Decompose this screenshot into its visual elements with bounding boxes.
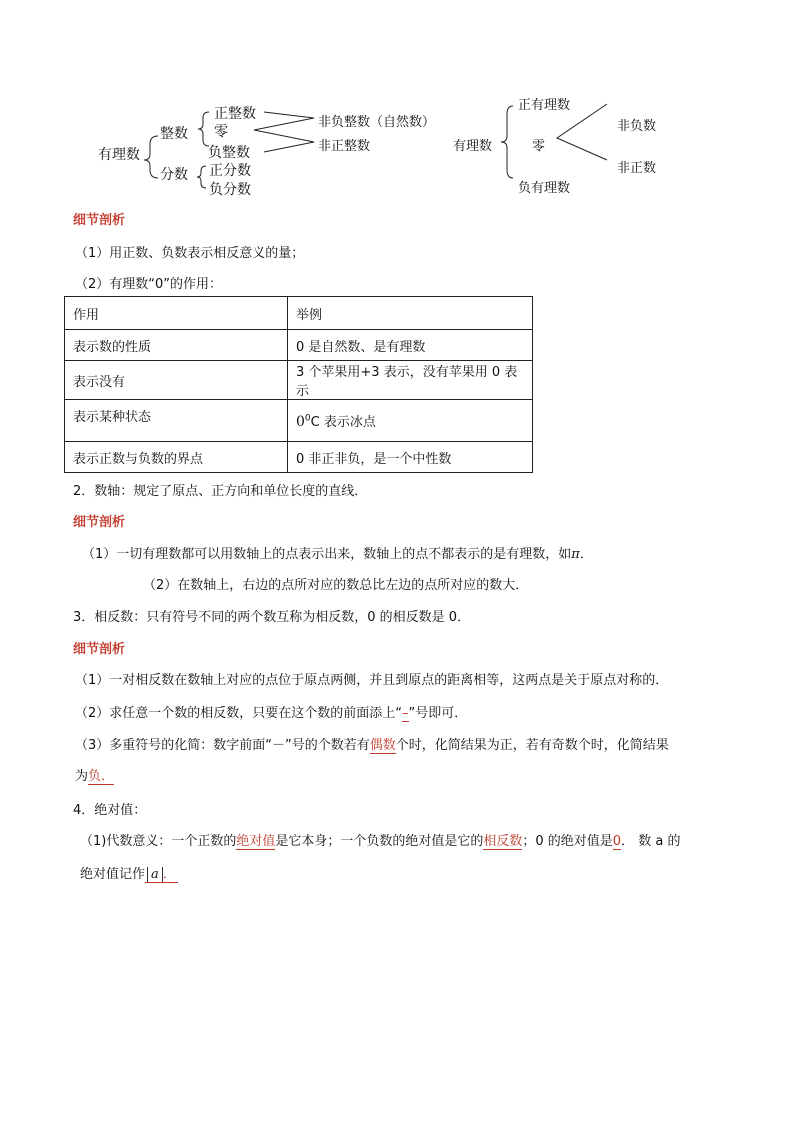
paragraph — [75, 734, 669, 753]
answer-period: ． — [162, 867, 176, 882]
table-header-row — [65, 297, 533, 330]
table-cell: 表示没有 — [65, 361, 288, 400]
diagram-nonneg: 非负数 — [617, 119, 657, 134]
paragraph: （1）用正数、负数表示相反意义的量； — [75, 246, 305, 261]
fraction-brace — [197, 166, 206, 188]
diagram-fraction: 分数 — [160, 167, 188, 183]
paragraph-text: ． 数 a 的 — [621, 834, 681, 849]
answer-negative: 负． — [88, 769, 115, 784]
answer-even: 偶数 — [369, 738, 396, 753]
paragraph-text: 为 — [75, 769, 89, 784]
paragraph — [75, 702, 467, 721]
paragraph: （1）一对相反数在数轴上对应的点位于原点两侧，并且到原点的距离相等，这两点是关于原点对称的． — [75, 673, 669, 688]
item-2-number-line: 2．数轴：规定了原点、正方向和单位长度的直线． — [73, 484, 368, 499]
table-cell: 0 非正非负，是一个中性数 — [288, 442, 533, 473]
section-heading: 细节剖析 — [73, 515, 126, 530]
item-3-opposites: 3．相反数：只有符号不同的两个数互称为相反数，0 的相反数是 0． — [73, 610, 471, 625]
item-4-absolute-value: 4．绝对值： — [73, 803, 147, 818]
paragraph-text: （2）求任意一个数的相反数，只要在这个数的前面添上“ — [75, 706, 403, 721]
paragraph-text: （1）一切有理数都可以用数轴上的点表示出来，数轴上的点不都表示的是有理数，如 — [82, 547, 572, 562]
table-cell: 0 是自然数、是有理数 — [288, 330, 533, 361]
section-heading: 细节剖析 — [73, 213, 126, 228]
diagram-integer: 整数 — [160, 126, 188, 142]
paragraph-text: ”号即可． — [408, 706, 468, 721]
paragraph-text: ；0 的绝对值是 — [522, 834, 613, 849]
paragraph — [75, 765, 114, 784]
diagram-neg-int: 负整数 — [208, 145, 250, 161]
table-cell: 表示数的性质 — [65, 330, 288, 361]
paragraph — [80, 830, 680, 849]
diagram-pos-rational: 正有理数 — [518, 98, 571, 113]
answer-zero: 0 — [612, 834, 622, 849]
table-row — [65, 330, 533, 361]
section-heading: 细节剖析 — [73, 642, 126, 657]
table-cell-sup: 0 — [304, 413, 311, 424]
paragraph-text: 绝对值记作 — [80, 867, 146, 882]
pi-symbol: π — [571, 547, 580, 562]
diagram-pos-frac: 正分数 — [209, 163, 251, 179]
answer-opposite: 相反数 — [483, 834, 523, 849]
classification-diagram-lines — [0, 0, 794, 210]
paragraph — [80, 863, 178, 882]
zero-role-table — [64, 296, 533, 473]
diagram-neg-rational: 负有理数 — [518, 181, 571, 196]
table-cell-freezing-point — [288, 400, 533, 442]
table-cell: 表示正数与负数的界点 — [65, 442, 288, 473]
answer-absolute-value: 绝对值 — [236, 834, 276, 849]
table-cell-rest: C 表示冰点 — [310, 415, 376, 430]
table-row — [65, 361, 533, 400]
variable-a: a — [151, 867, 159, 882]
diagram-pos-int: 正整数 — [214, 106, 256, 122]
diagram-right-root: 有理数 — [453, 139, 493, 154]
paragraph: （2）有理数“0”的作用： — [75, 277, 223, 292]
table-header-cell: 作用 — [65, 297, 288, 330]
left-outer-brace — [144, 136, 158, 178]
diagram-zero: 零 — [214, 124, 228, 140]
diagram-nonpos-int: 非正整数 — [318, 139, 371, 154]
answer-abs-notation — [145, 867, 178, 883]
paragraph-text: 个时，化简结果为正，若有奇数个时，化简结果 — [395, 738, 669, 753]
table-row — [65, 442, 533, 473]
integer-brace — [198, 112, 209, 146]
diagram-nonpos: 非正数 — [617, 161, 657, 176]
right-brace — [501, 106, 513, 178]
table-cell: 表示某种状态 — [65, 400, 288, 442]
paragraph-text: 是它本身；一个负数的绝对值是它的 — [275, 834, 484, 849]
diagram-neg-frac: 负分数 — [209, 182, 251, 198]
paragraph: （2）在数轴上，右边的点所对应的数总比左边的点所对应的数大． — [143, 578, 529, 593]
diagram-left-root: 有理数 — [98, 147, 140, 163]
table-row — [65, 400, 533, 442]
left-connector-lines — [254, 112, 314, 152]
paragraph-text: （3）多重符号的化简：数字前面“－”号的个数若有 — [75, 738, 370, 753]
paragraph-end: ． — [579, 547, 593, 562]
table-cell: 3 个苹果用+3 表示，没有苹果用 0 表示 — [288, 361, 533, 400]
answer-minus-sign: – — [402, 706, 409, 721]
paragraph-text: （1)代数意义：一个正数的 — [80, 834, 237, 849]
paragraph — [82, 543, 593, 562]
diagram-right-zero: 零 — [532, 139, 546, 154]
diagram-nonneg-int: 非负整数（自然数） — [318, 115, 436, 130]
table-header-cell: 举例 — [288, 297, 533, 330]
table-cell-base: 0 — [296, 414, 305, 430]
